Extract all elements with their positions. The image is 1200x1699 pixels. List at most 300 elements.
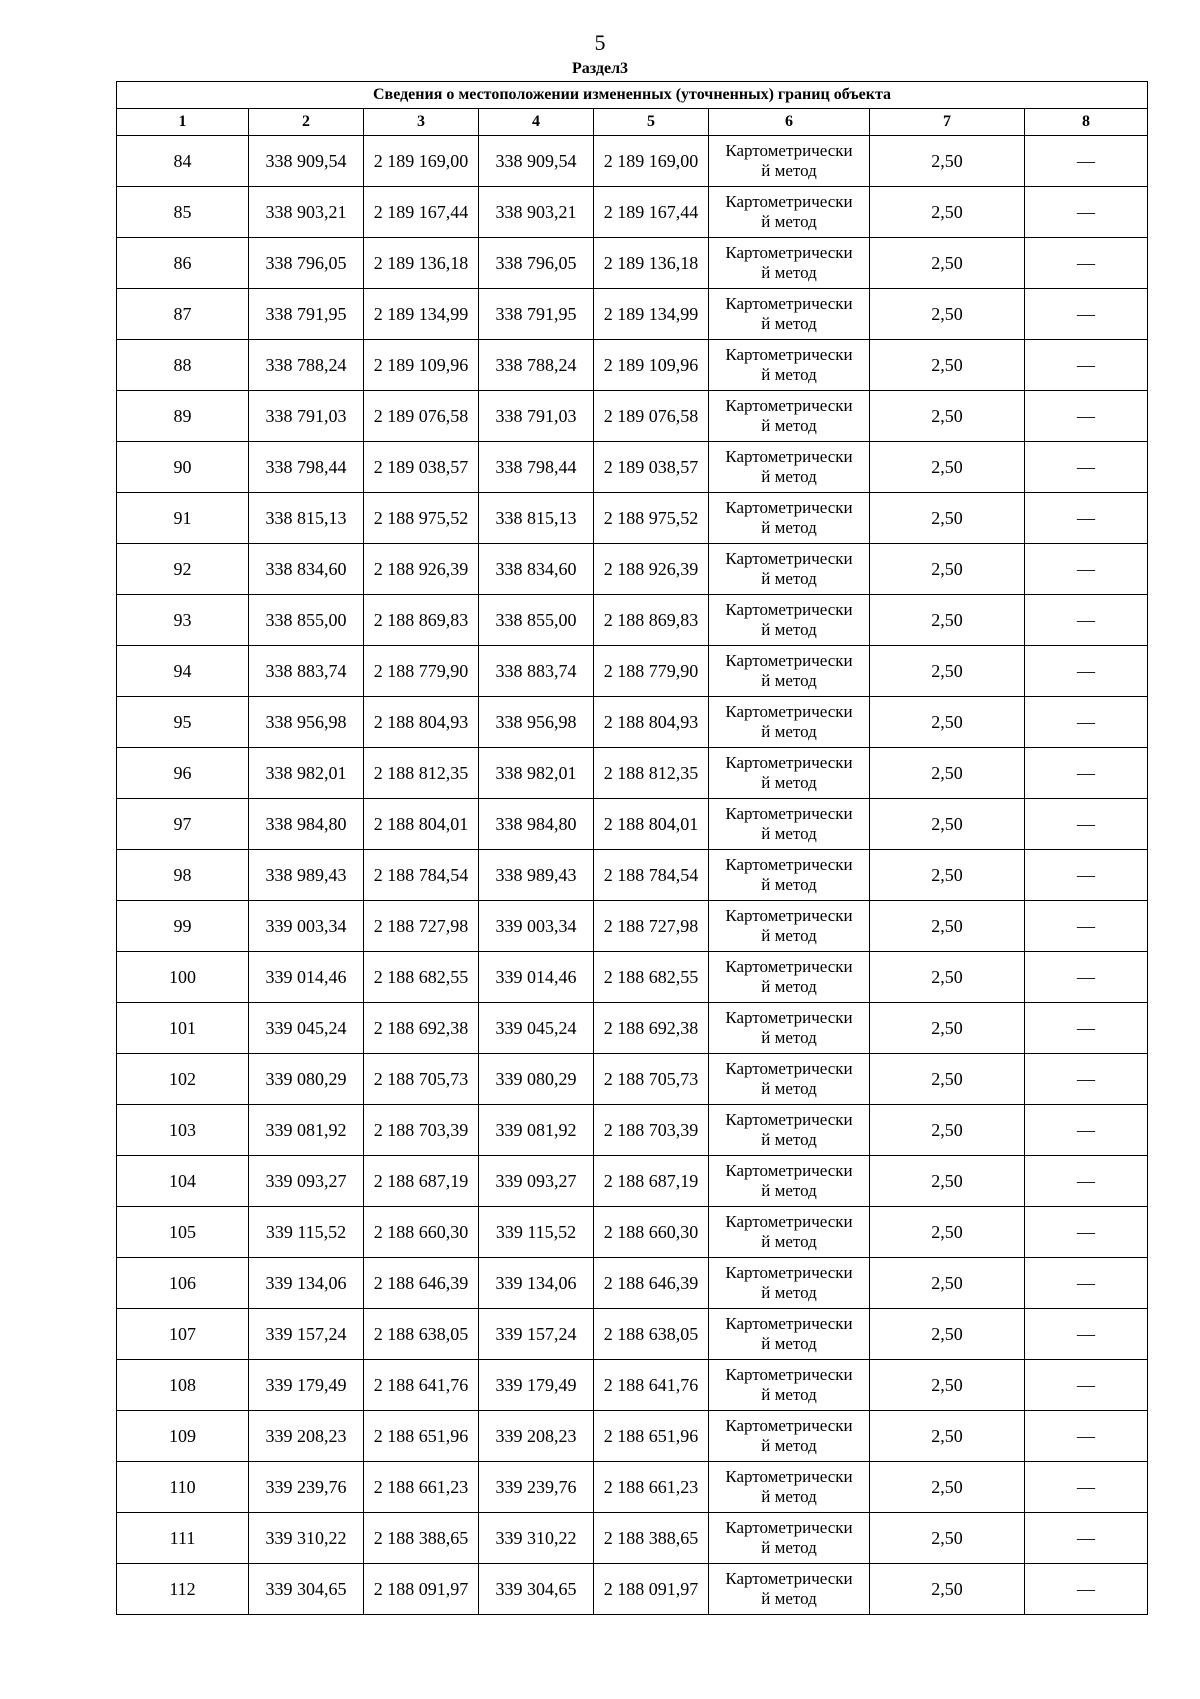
y-coordinate-refined-cell: 2 188 692,38 — [594, 1003, 709, 1054]
note-cell: — — [1025, 850, 1148, 901]
method-text-line: Картометрически — [725, 651, 853, 670]
table-row — [117, 748, 1148, 799]
method-text-line: Картометрически — [725, 141, 853, 160]
method-text-line: Картометрически — [725, 345, 853, 364]
x-coordinate-existing-cell: 339 081,92 — [249, 1105, 364, 1156]
table-row — [117, 493, 1148, 544]
x-coordinate-existing-cell: 338 798,44 — [249, 442, 364, 493]
point-number-cell: 95 — [117, 697, 249, 748]
point-number-cell: 86 — [117, 238, 249, 289]
x-coordinate-existing-cell: 338 909,54 — [249, 136, 364, 187]
x-coordinate-refined-cell: 338 903,21 — [479, 187, 594, 238]
x-coordinate-existing-cell: 339 310,22 — [249, 1513, 364, 1564]
note-cell: — — [1025, 799, 1148, 850]
x-coordinate-refined-cell: 338 788,24 — [479, 340, 594, 391]
note-cell: — — [1025, 1462, 1148, 1513]
accuracy-cell: 2,50 — [870, 1054, 1025, 1105]
method-text-line: Картометрически — [725, 192, 853, 211]
column-index-row — [117, 109, 1148, 136]
column-index: 6 — [709, 109, 870, 136]
y-coordinate-existing-cell: 2 188 682,55 — [364, 952, 479, 1003]
column-index: 2 — [249, 109, 364, 136]
y-coordinate-refined-cell: 2 189 076,58 — [594, 391, 709, 442]
boundary-coordinates-table — [116, 81, 1148, 1615]
x-coordinate-refined-cell: 338 798,44 — [479, 442, 594, 493]
point-number-cell: 90 — [117, 442, 249, 493]
y-coordinate-refined-cell: 2 188 705,73 — [594, 1054, 709, 1105]
accuracy-cell: 2,50 — [870, 1564, 1025, 1615]
y-coordinate-existing-cell: 2 188 687,19 — [364, 1156, 479, 1207]
method-cell — [709, 748, 870, 799]
table-row — [117, 238, 1148, 289]
method-cell — [709, 1411, 870, 1462]
point-number-cell: 102 — [117, 1054, 249, 1105]
method-cell — [709, 799, 870, 850]
method-text-line: й метод — [761, 1079, 817, 1098]
y-coordinate-existing-cell: 2 188 651,96 — [364, 1411, 479, 1462]
y-coordinate-existing-cell: 2 188 784,54 — [364, 850, 479, 901]
note-cell: — — [1025, 748, 1148, 799]
note-cell: — — [1025, 544, 1148, 595]
table-row — [117, 187, 1148, 238]
method-cell — [709, 1309, 870, 1360]
accuracy-cell: 2,50 — [870, 544, 1025, 595]
method-text-line: Картометрически — [725, 396, 853, 415]
note-cell: — — [1025, 1513, 1148, 1564]
note-cell: — — [1025, 1054, 1148, 1105]
x-coordinate-refined-cell: 338 989,43 — [479, 850, 594, 901]
x-coordinate-refined-cell: 339 304,65 — [479, 1564, 594, 1615]
method-text-line: й метод — [761, 467, 817, 486]
x-coordinate-refined-cell: 338 855,00 — [479, 595, 594, 646]
method-text-line: Картометрически — [725, 1161, 853, 1180]
x-coordinate-existing-cell: 338 982,01 — [249, 748, 364, 799]
point-number-cell: 100 — [117, 952, 249, 1003]
x-coordinate-existing-cell: 339 239,76 — [249, 1462, 364, 1513]
point-number-cell: 98 — [117, 850, 249, 901]
method-text-line: й метод — [761, 1487, 817, 1506]
method-text-line: Картометрически — [725, 1110, 853, 1129]
x-coordinate-refined-cell: 339 157,24 — [479, 1309, 594, 1360]
y-coordinate-existing-cell: 2 189 038,57 — [364, 442, 479, 493]
x-coordinate-refined-cell: 338 909,54 — [479, 136, 594, 187]
method-text-line: Картометрически — [725, 498, 853, 517]
note-cell: — — [1025, 1156, 1148, 1207]
method-text-line: Картометрически — [725, 1212, 853, 1231]
note-cell: — — [1025, 493, 1148, 544]
y-coordinate-refined-cell: 2 188 804,93 — [594, 697, 709, 748]
y-coordinate-existing-cell: 2 188 812,35 — [364, 748, 479, 799]
method-cell — [709, 1462, 870, 1513]
y-coordinate-existing-cell: 2 188 638,05 — [364, 1309, 479, 1360]
method-cell — [709, 391, 870, 442]
point-number-cell: 106 — [117, 1258, 249, 1309]
x-coordinate-existing-cell: 338 903,21 — [249, 187, 364, 238]
x-coordinate-refined-cell: 338 984,80 — [479, 799, 594, 850]
accuracy-cell: 2,50 — [870, 697, 1025, 748]
method-text-line: Картометрически — [725, 702, 853, 721]
y-coordinate-existing-cell: 2 188 660,30 — [364, 1207, 479, 1258]
method-text-line: Картометрически — [725, 1416, 853, 1435]
x-coordinate-existing-cell: 338 796,05 — [249, 238, 364, 289]
x-coordinate-refined-cell: 339 179,49 — [479, 1360, 594, 1411]
method-text-line: й метод — [761, 1232, 817, 1251]
x-coordinate-existing-cell: 339 208,23 — [249, 1411, 364, 1462]
x-coordinate-existing-cell: 339 045,24 — [249, 1003, 364, 1054]
accuracy-cell: 2,50 — [870, 493, 1025, 544]
table-body — [117, 136, 1148, 1615]
accuracy-cell: 2,50 — [870, 748, 1025, 799]
note-cell: — — [1025, 1105, 1148, 1156]
table-row — [117, 1564, 1148, 1615]
x-coordinate-existing-cell: 338 791,03 — [249, 391, 364, 442]
y-coordinate-existing-cell: 2 189 167,44 — [364, 187, 479, 238]
note-cell: — — [1025, 646, 1148, 697]
y-coordinate-refined-cell: 2 188 660,30 — [594, 1207, 709, 1258]
note-cell: — — [1025, 595, 1148, 646]
y-coordinate-existing-cell: 2 188 975,52 — [364, 493, 479, 544]
y-coordinate-existing-cell: 2 189 076,58 — [364, 391, 479, 442]
method-cell — [709, 136, 870, 187]
y-coordinate-existing-cell: 2 188 705,73 — [364, 1054, 479, 1105]
y-coordinate-refined-cell: 2 188 388,65 — [594, 1513, 709, 1564]
y-coordinate-refined-cell: 2 188 869,83 — [594, 595, 709, 646]
y-coordinate-refined-cell: 2 188 641,76 — [594, 1360, 709, 1411]
x-coordinate-refined-cell: 339 014,46 — [479, 952, 594, 1003]
method-text-line: й метод — [761, 1130, 817, 1149]
y-coordinate-refined-cell: 2 188 682,55 — [594, 952, 709, 1003]
y-coordinate-refined-cell: 2 188 784,54 — [594, 850, 709, 901]
point-number-cell: 84 — [117, 136, 249, 187]
method-text-line: Картометрически — [725, 804, 853, 823]
table-row — [117, 595, 1148, 646]
point-number-cell: 87 — [117, 289, 249, 340]
method-text-line: й метод — [761, 1181, 817, 1200]
table-row — [117, 1258, 1148, 1309]
method-text-line: Картометрически — [725, 855, 853, 874]
table-row — [117, 289, 1148, 340]
method-text-line: й метод — [761, 518, 817, 537]
y-coordinate-existing-cell: 2 188 091,97 — [364, 1564, 479, 1615]
method-text-line: й метод — [761, 314, 817, 333]
point-number-cell: 93 — [117, 595, 249, 646]
y-coordinate-refined-cell: 2 188 687,19 — [594, 1156, 709, 1207]
note-cell: — — [1025, 238, 1148, 289]
section-title: Раздел3 — [571, 60, 629, 77]
table-row — [117, 1054, 1148, 1105]
accuracy-cell: 2,50 — [870, 1462, 1025, 1513]
accuracy-cell: 2,50 — [870, 1360, 1025, 1411]
y-coordinate-existing-cell: 2 188 692,38 — [364, 1003, 479, 1054]
table-row — [117, 1513, 1148, 1564]
table-row — [117, 1360, 1148, 1411]
method-text-line: й метод — [761, 416, 817, 435]
accuracy-cell: 2,50 — [870, 1003, 1025, 1054]
method-text-line: й метод — [761, 1538, 817, 1557]
point-number-cell: 94 — [117, 646, 249, 697]
note-cell: — — [1025, 1207, 1148, 1258]
table-caption: Сведения о местоположении измененных (уточненных) границ объекта — [117, 82, 1148, 109]
method-text-line: й метод — [761, 824, 817, 843]
note-cell: — — [1025, 391, 1148, 442]
column-index: 1 — [117, 109, 249, 136]
table-row — [117, 1105, 1148, 1156]
accuracy-cell: 2,50 — [870, 238, 1025, 289]
table-row — [117, 952, 1148, 1003]
table-row — [117, 544, 1148, 595]
x-coordinate-existing-cell: 338 788,24 — [249, 340, 364, 391]
table-row — [117, 697, 1148, 748]
note-cell: — — [1025, 1309, 1148, 1360]
table-row — [117, 391, 1148, 442]
method-text-line: Картометрически — [725, 447, 853, 466]
note-cell: — — [1025, 1411, 1148, 1462]
y-coordinate-existing-cell: 2 188 869,83 — [364, 595, 479, 646]
accuracy-cell: 2,50 — [870, 901, 1025, 952]
y-coordinate-refined-cell: 2 189 136,18 — [594, 238, 709, 289]
y-coordinate-existing-cell: 2 188 646,39 — [364, 1258, 479, 1309]
method-cell — [709, 289, 870, 340]
table-row — [117, 646, 1148, 697]
method-cell — [709, 340, 870, 391]
y-coordinate-refined-cell: 2 188 661,23 — [594, 1462, 709, 1513]
y-coordinate-existing-cell: 2 188 804,01 — [364, 799, 479, 850]
x-coordinate-refined-cell: 339 093,27 — [479, 1156, 594, 1207]
method-cell — [709, 1003, 870, 1054]
y-coordinate-existing-cell: 2 189 136,18 — [364, 238, 479, 289]
point-number-cell: 101 — [117, 1003, 249, 1054]
table-row — [117, 136, 1148, 187]
method-text-line: Картометрически — [725, 1008, 853, 1027]
method-text-line: й метод — [761, 1283, 817, 1302]
method-cell — [709, 595, 870, 646]
accuracy-cell: 2,50 — [870, 442, 1025, 493]
method-text-line: й метод — [761, 1334, 817, 1353]
x-coordinate-existing-cell: 339 093,27 — [249, 1156, 364, 1207]
accuracy-cell: 2,50 — [870, 1105, 1025, 1156]
point-number-cell: 97 — [117, 799, 249, 850]
method-text-line: й метод — [761, 1436, 817, 1455]
x-coordinate-existing-cell: 339 157,24 — [249, 1309, 364, 1360]
y-coordinate-existing-cell: 2 189 134,99 — [364, 289, 479, 340]
point-number-cell: 85 — [117, 187, 249, 238]
method-cell — [709, 1258, 870, 1309]
x-coordinate-existing-cell: 339 014,46 — [249, 952, 364, 1003]
table-row — [117, 1309, 1148, 1360]
note-cell: — — [1025, 1360, 1148, 1411]
point-number-cell: 109 — [117, 1411, 249, 1462]
method-text-line: Картометрически — [725, 1314, 853, 1333]
page-number: 5 — [594, 30, 606, 55]
y-coordinate-existing-cell: 2 188 661,23 — [364, 1462, 479, 1513]
point-number-cell: 104 — [117, 1156, 249, 1207]
x-coordinate-existing-cell: 338 815,13 — [249, 493, 364, 544]
point-number-cell: 105 — [117, 1207, 249, 1258]
y-coordinate-refined-cell: 2 189 134,99 — [594, 289, 709, 340]
x-coordinate-existing-cell: 338 834,60 — [249, 544, 364, 595]
method-text-line: Картометрически — [725, 1518, 853, 1537]
accuracy-cell: 2,50 — [870, 1207, 1025, 1258]
y-coordinate-refined-cell: 2 188 651,96 — [594, 1411, 709, 1462]
accuracy-cell: 2,50 — [870, 595, 1025, 646]
point-number-cell: 108 — [117, 1360, 249, 1411]
x-coordinate-refined-cell: 338 834,60 — [479, 544, 594, 595]
x-coordinate-refined-cell: 338 883,74 — [479, 646, 594, 697]
method-text-line: й метод — [761, 671, 817, 690]
point-number-cell: 112 — [117, 1564, 249, 1615]
accuracy-cell: 2,50 — [870, 136, 1025, 187]
accuracy-cell: 2,50 — [870, 1513, 1025, 1564]
x-coordinate-refined-cell: 338 982,01 — [479, 748, 594, 799]
accuracy-cell: 2,50 — [870, 391, 1025, 442]
x-coordinate-refined-cell: 339 310,22 — [479, 1513, 594, 1564]
accuracy-cell: 2,50 — [870, 1156, 1025, 1207]
column-index: 8 — [1025, 109, 1148, 136]
accuracy-cell: 2,50 — [870, 1411, 1025, 1462]
y-coordinate-existing-cell: 2 188 926,39 — [364, 544, 479, 595]
x-coordinate-refined-cell: 339 115,52 — [479, 1207, 594, 1258]
column-index: 5 — [594, 109, 709, 136]
method-text-line: й метод — [761, 722, 817, 741]
method-cell — [709, 442, 870, 493]
method-cell — [709, 187, 870, 238]
note-cell: — — [1025, 697, 1148, 748]
method-text-line: Картометрически — [725, 906, 853, 925]
x-coordinate-existing-cell: 338 883,74 — [249, 646, 364, 697]
note-cell: — — [1025, 1258, 1148, 1309]
y-coordinate-existing-cell: 2 188 727,98 — [364, 901, 479, 952]
y-coordinate-refined-cell: 2 188 804,01 — [594, 799, 709, 850]
x-coordinate-refined-cell: 338 956,98 — [479, 697, 594, 748]
y-coordinate-refined-cell: 2 189 169,00 — [594, 136, 709, 187]
x-coordinate-refined-cell: 339 208,23 — [479, 1411, 594, 1462]
method-text-line: й метод — [761, 1028, 817, 1047]
table-row — [117, 1462, 1148, 1513]
accuracy-cell: 2,50 — [870, 289, 1025, 340]
x-coordinate-refined-cell: 338 791,95 — [479, 289, 594, 340]
x-coordinate-refined-cell: 339 239,76 — [479, 1462, 594, 1513]
accuracy-cell: 2,50 — [870, 799, 1025, 850]
method-cell — [709, 1105, 870, 1156]
x-coordinate-existing-cell: 339 304,65 — [249, 1564, 364, 1615]
point-number-cell: 103 — [117, 1105, 249, 1156]
point-number-cell: 89 — [117, 391, 249, 442]
method-text-line: й метод — [761, 1385, 817, 1404]
method-text-line: й метод — [761, 926, 817, 945]
table-row — [117, 901, 1148, 952]
y-coordinate-refined-cell: 2 188 646,39 — [594, 1258, 709, 1309]
method-text-line: й метод — [761, 569, 817, 588]
point-number-cell: 92 — [117, 544, 249, 595]
y-coordinate-refined-cell: 2 189 109,96 — [594, 340, 709, 391]
column-index: 7 — [870, 109, 1025, 136]
y-coordinate-refined-cell: 2 188 727,98 — [594, 901, 709, 952]
note-cell: — — [1025, 952, 1148, 1003]
point-number-cell: 99 — [117, 901, 249, 952]
x-coordinate-existing-cell: 338 855,00 — [249, 595, 364, 646]
method-cell — [709, 850, 870, 901]
method-text-line: й метод — [761, 161, 817, 180]
method-text-line: Картометрически — [725, 549, 853, 568]
method-text-line: Картометрически — [725, 243, 853, 262]
x-coordinate-existing-cell: 339 003,34 — [249, 901, 364, 952]
y-coordinate-existing-cell: 2 188 703,39 — [364, 1105, 479, 1156]
table-row — [117, 1207, 1148, 1258]
note-cell: — — [1025, 187, 1148, 238]
x-coordinate-refined-cell: 338 815,13 — [479, 493, 594, 544]
y-coordinate-refined-cell: 2 188 812,35 — [594, 748, 709, 799]
table-row — [117, 1156, 1148, 1207]
method-text-line: й метод — [761, 977, 817, 996]
note-cell: — — [1025, 136, 1148, 187]
method-text-line: й метод — [761, 365, 817, 384]
method-text-line: Картометрически — [725, 600, 853, 619]
y-coordinate-refined-cell: 2 189 038,57 — [594, 442, 709, 493]
x-coordinate-existing-cell: 339 115,52 — [249, 1207, 364, 1258]
x-coordinate-refined-cell: 339 045,24 — [479, 1003, 594, 1054]
method-text-line: Картометрически — [725, 753, 853, 772]
method-text-line: й метод — [761, 875, 817, 894]
method-text-line: Картометрически — [725, 1365, 853, 1384]
method-cell — [709, 952, 870, 1003]
y-coordinate-existing-cell: 2 188 641,76 — [364, 1360, 479, 1411]
table-caption-row — [117, 82, 1148, 109]
x-coordinate-refined-cell: 339 003,34 — [479, 901, 594, 952]
column-index: 3 — [364, 109, 479, 136]
x-coordinate-refined-cell: 339 080,29 — [479, 1054, 594, 1105]
point-number-cell: 88 — [117, 340, 249, 391]
accuracy-cell: 2,50 — [870, 646, 1025, 697]
method-text-line: й метод — [761, 1589, 817, 1608]
method-cell — [709, 1054, 870, 1105]
method-cell — [709, 1207, 870, 1258]
table-row — [117, 1003, 1148, 1054]
note-cell: — — [1025, 1564, 1148, 1615]
method-cell — [709, 1156, 870, 1207]
note-cell: — — [1025, 340, 1148, 391]
x-coordinate-existing-cell: 339 179,49 — [249, 1360, 364, 1411]
method-text-line: Картометрически — [725, 1467, 853, 1486]
x-coordinate-existing-cell: 339 080,29 — [249, 1054, 364, 1105]
point-number-cell: 111 — [117, 1513, 249, 1564]
method-cell — [709, 1360, 870, 1411]
x-coordinate-existing-cell: 339 134,06 — [249, 1258, 364, 1309]
method-cell — [709, 238, 870, 289]
y-coordinate-existing-cell: 2 189 169,00 — [364, 136, 479, 187]
method-text-line: й метод — [761, 620, 817, 639]
note-cell: — — [1025, 901, 1148, 952]
y-coordinate-refined-cell: 2 188 703,39 — [594, 1105, 709, 1156]
method-text-line: Картометрически — [725, 957, 853, 976]
y-coordinate-refined-cell: 2 189 167,44 — [594, 187, 709, 238]
table-row — [117, 340, 1148, 391]
y-coordinate-existing-cell: 2 188 779,90 — [364, 646, 479, 697]
x-coordinate-existing-cell: 338 791,95 — [249, 289, 364, 340]
x-coordinate-refined-cell: 338 791,03 — [479, 391, 594, 442]
x-coordinate-refined-cell: 338 796,05 — [479, 238, 594, 289]
point-number-cell: 107 — [117, 1309, 249, 1360]
column-index: 4 — [479, 109, 594, 136]
method-cell — [709, 1513, 870, 1564]
y-coordinate-refined-cell: 2 188 638,05 — [594, 1309, 709, 1360]
y-coordinate-refined-cell: 2 188 779,90 — [594, 646, 709, 697]
x-coordinate-refined-cell: 339 081,92 — [479, 1105, 594, 1156]
method-cell — [709, 1564, 870, 1615]
note-cell: — — [1025, 442, 1148, 493]
method-text-line: й метод — [761, 212, 817, 231]
note-cell: — — [1025, 289, 1148, 340]
method-cell — [709, 646, 870, 697]
